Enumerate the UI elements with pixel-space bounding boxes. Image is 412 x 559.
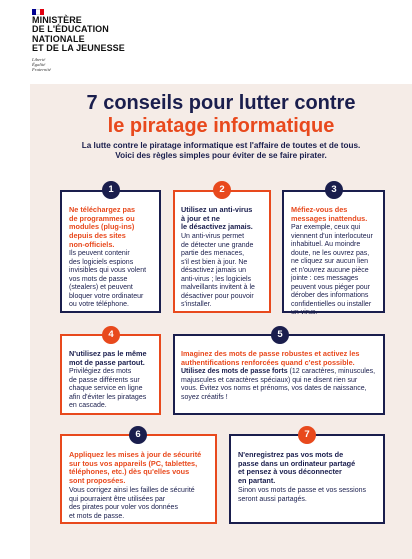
tip-number-badge: 1 — [102, 181, 120, 199]
tip-title: N'utilisez pas le même mot de passe partout. — [69, 349, 147, 367]
tip-title: N'enregistrez pas vos mots de passe dans un ordinateur partagé et pensez à vous déconnecter en partant. — [238, 450, 356, 486]
header — [0, 0, 412, 84]
republic-motto: Liberté Égalité Fraternité — [32, 57, 51, 73]
tip-title: Appliquez les mises à jour de sécurité sur tous vos appareils (PC, tablettes, téléphones, etc.) dès qu'elles vous sont proposées. — [69, 450, 202, 486]
tip-title: Imaginez des mots de passe robustes et activez les authentifications renforcées quand c'est possible. — [181, 349, 360, 367]
tip-body: Privilégiez des mots de passe différents sur chaque service en ligne afin d'éviter les piratages en cascade. — [69, 368, 147, 409]
tip-number-badge: 3 — [325, 181, 343, 199]
tip-body: Vous corrigez ainsi les failles de sécurité qui pourraient être utilisées par des pirates pour voler vos données et mots de passe. — [69, 487, 195, 520]
intro-text: La lutte contre le piratage informatique est l'affaire de toutes et de tous. Voici des règles simples pour éviter de se faire pirater. — [81, 141, 361, 160]
tip-body: Ils peuvent contenir des logiciels espions invisibles qui vous volent vos mots de passe (stealers) et peuvent bloquer votre ordinateur ou votre téléphone. — [69, 250, 147, 308]
tip-body: Utilisez des mots de passe forts (12 caractères, minuscules, majuscules et caractères spéciaux) qui ne disent rien sur vous. Évitez vos noms et prénoms, vos dates de naissance, soyez créatifs ! — [181, 368, 376, 401]
tip-number-badge: 7 — [298, 426, 316, 444]
tip-number-badge: 4 — [102, 326, 120, 344]
tip-title: Utilisez un anti-virus à jour et ne le désactivez jamais. — [181, 205, 253, 232]
tip-number-badge: 2 — [213, 181, 231, 199]
tip-number-badge: 6 — [129, 426, 147, 444]
page-title: 7 conseils pour lutter contre — [86, 92, 356, 114]
ministry-name: MINISTÈRE DE L'ÉDUCATION NATIONALE ET DE LA JEUNESSE — [32, 15, 125, 54]
tip-body: Par exemple, ceux qui viennent d'un interlocuteur inhabituel. Au moindre doute, ne les ouvrez pas, ne cliquez sur aucun lien et n'ouvrez aucune pièce jointe : ces messages peuvent vous piéger pour dérober des informations confidentielles ou installer un virus. — [291, 224, 373, 316]
tip-title: Ne téléchargez pas de programmes ou modules (plug-ins) depuis des sites non-officiels. — [69, 205, 136, 249]
tip-title: Méfiez-vous des messages inattendus. — [291, 205, 368, 223]
tip-body: Un anti-virus permet de détecter une grande partie des menaces, s'il est bien à jour. Ne désactivez jamais un anti-virus ; les logiciels malveillants invitent à le désactiver pour pouvoir s'installer. — [181, 233, 255, 308]
page-title-highlight: le piratage informatique — [107, 115, 335, 137]
tip-body: Sinon vos mots de passe et vos sessions seront aussi partagés. — [238, 487, 367, 503]
tip-number-badge: 5 — [271, 326, 289, 344]
